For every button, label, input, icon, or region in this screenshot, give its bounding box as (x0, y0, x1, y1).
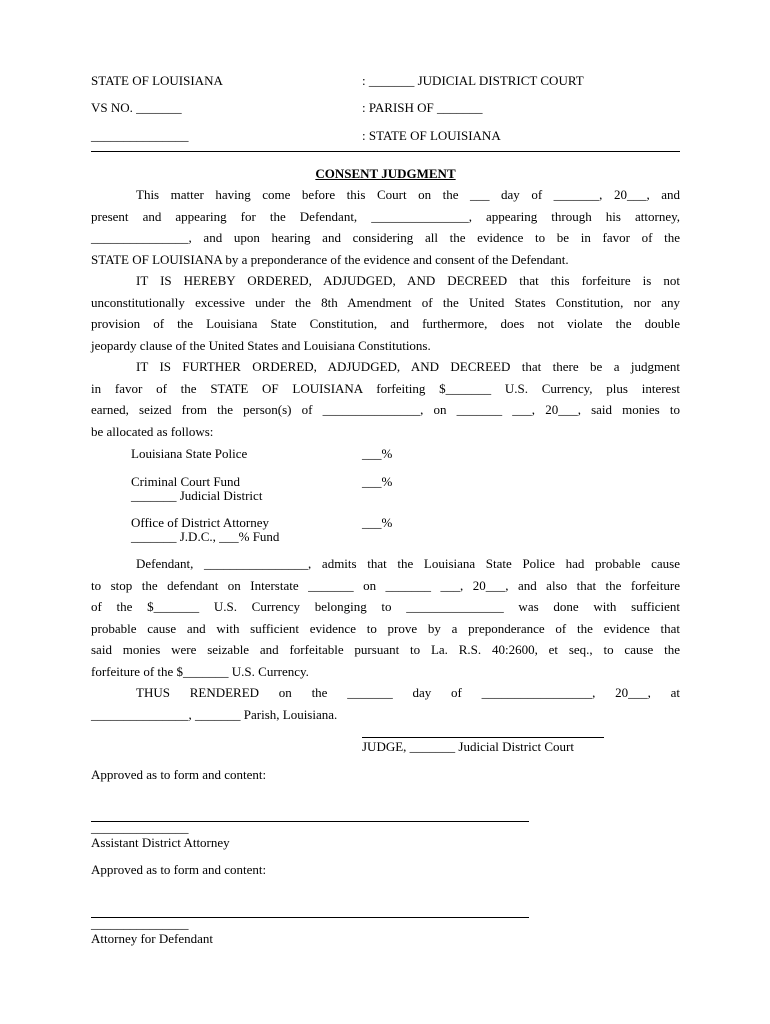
document-title: CONSENT JUDGMENT (315, 166, 456, 181)
signer-role: Assistant District Attorney (91, 835, 230, 850)
text-line: THUS RENDERED on the _______ day of _________________, 20___, at (136, 685, 680, 700)
judge-label: JUDGE, _______ Judicial District Court (362, 739, 574, 754)
caption-divider (91, 151, 680, 152)
text-line: in favor of the STATE OF LOUISIANA forfeiting $_______ U.S. Currency, plus interest (91, 380, 680, 396)
allocation-name: Office of District Attorney (131, 515, 270, 530)
approval-heading: Approved as to form and content: (91, 767, 267, 782)
text-line: IT IS HEREBY ORDERED, ADJUDGED, AND DECREED that this forfeiture is not (136, 273, 680, 288)
text-line: said monies were seizable and forfeitable pursuant to La. R.S. 40:2600, et seq., to cause the (91, 642, 680, 657)
paragraph-excessive (91, 270, 680, 356)
allocation-name: Louisiana State Police (131, 446, 248, 461)
text-line: probable cause and with sufficient evidence to prove by a preponderance of the evidence that (91, 620, 680, 636)
text-line: This matter having come before this Court on the ___ day of _______, 20___, and (136, 187, 680, 202)
text-line: _______________, _______ Parish, Louisiana. (91, 706, 338, 722)
caption-left-2: VS NO. _______ (91, 100, 182, 115)
paragraph-admission (91, 553, 680, 682)
text-line: IT IS FURTHER ORDERED, ADJUDGED, AND DECREED that there be a judgment (136, 359, 680, 374)
allocation-subname: _______ J.D.C., ___% Fund (131, 529, 280, 544)
caption-left-1: STATE OF LOUISIANA (91, 73, 223, 88)
signer-role: Attorney for Defendant (91, 931, 214, 946)
text-line: provision of the Louisiana State Constitution, and furthermore, does not violate the double (91, 316, 680, 331)
text-line: Defendant, ________________, admits that the Louisiana State Police had probable cause (136, 556, 680, 571)
text-line: STATE OF LOUISIANA by a preponderance of the evidence and consent of the Defendant. (91, 251, 569, 267)
paragraph-intro (91, 184, 680, 270)
text-line: to stop the defendant on Interstate _______ on _______ ___, 20___, and also that the forfeiture (91, 577, 680, 593)
approval-heading: Approved as to form and content: (91, 862, 267, 877)
allocation-subname: _______ Judicial District (131, 488, 263, 503)
signature-blank: _______________ (91, 916, 189, 931)
text-line: unconstitutionally excessive under the 8th Amendment of the United States Constitution, nor any (91, 294, 680, 310)
text-line: be allocated as follows: (91, 423, 214, 439)
text-line: of the $_______ U.S. Currency belonging to _______________ was done with sufficient (91, 599, 680, 614)
text-line: forfeiture of the $_______ U.S. Currency. (91, 663, 309, 679)
paragraph-rendered (91, 682, 680, 725)
caption-right-2: : PARISH OF _______ (362, 100, 483, 115)
caption-right-3: : STATE OF LOUISIANA (362, 128, 501, 143)
text-line: jeopardy clause of the United States and Louisiana Constitutions. (91, 337, 431, 353)
allocation-percent: ___% (362, 446, 393, 461)
paragraph-judgment (91, 356, 680, 442)
allocation-percent: ___% (362, 515, 393, 530)
signature-blank: _______________ (91, 820, 189, 835)
text-line: earned, seized from the person(s) of _______________, on _______ ___, 20___, said monies to (91, 402, 680, 417)
text-line: present and appearing for the Defendant, _______________, appearing through his attorney, (91, 208, 680, 224)
caption-left-3: _______________ (91, 128, 189, 143)
allocation-percent: ___% (362, 474, 393, 489)
caption-right-1: : _______ JUDICIAL DISTRICT COURT (362, 73, 584, 88)
judge-signature-line (362, 737, 604, 738)
allocation-name: Criminal Court Fund (131, 474, 241, 489)
text-line: _______________, and upon hearing and considering all the evidence to be in favor of the (91, 230, 680, 245)
